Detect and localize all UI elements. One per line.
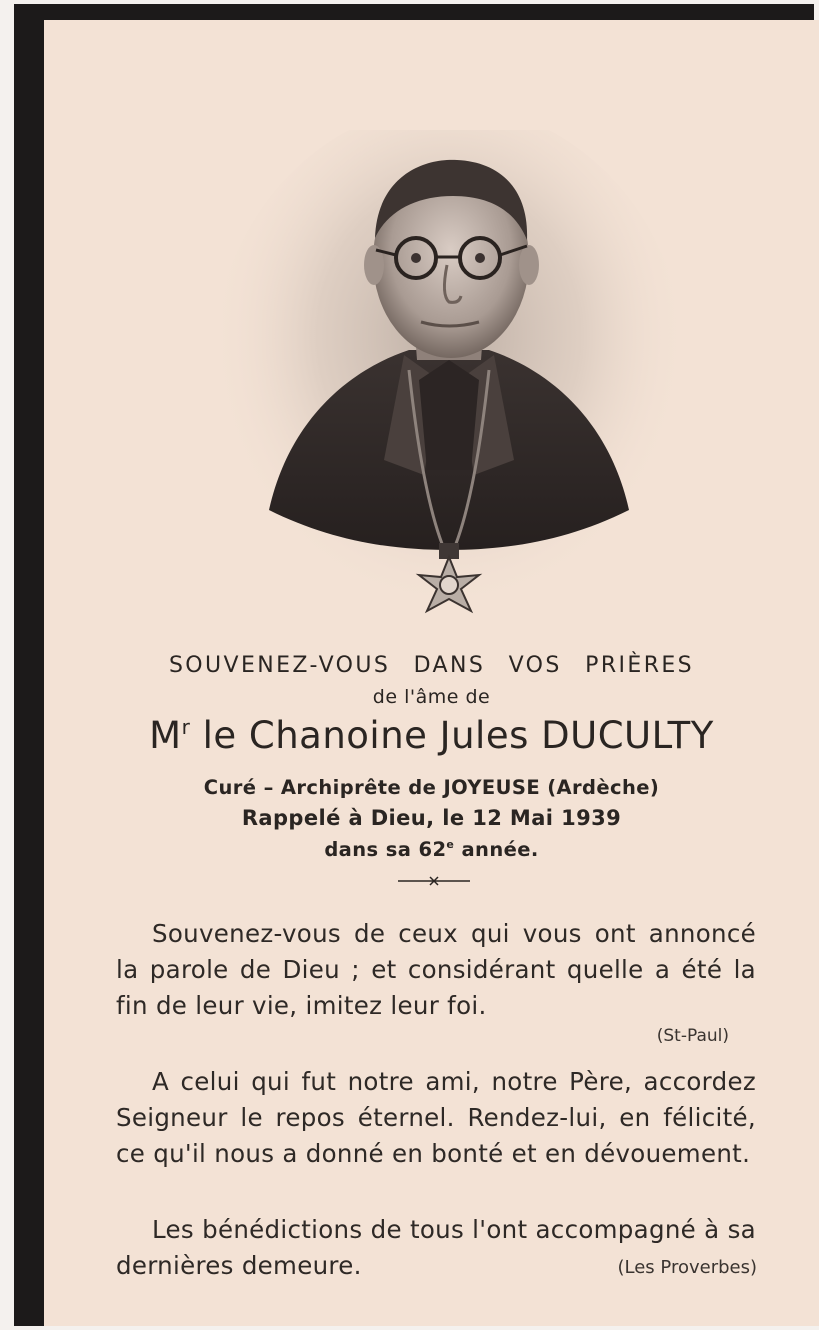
card-paper: [44, 20, 819, 1326]
death-date-line: Rappelé à Dieu, le 12 Mai 1939: [241, 806, 622, 830]
verse-attribution-1: (St-Paul): [656, 1026, 729, 1046]
soul-line: de l'âme de: [372, 686, 491, 708]
verse-paragraph-1: Souvenez-vous de ceux qui vous ont annoncé la parole de Dieu ; et considérant quelle a été la fin de leur vie, imitez leur foi.: [116, 919, 756, 1020]
memorial-card: [14, 4, 814, 1326]
role-line: Curé – Archiprête de JOYEUSE (Ardèche): [203, 776, 660, 799]
verse-paragraph-2: A celui qui fut notre ami, notre Père, accordez Seigneur le repos éternel. Rendez-lui, en félicité, ce qu'il nous a donné en bonté et en dévouement.: [116, 1067, 756, 1168]
age-prefix: dans sa 62: [324, 838, 447, 861]
age-sup: e: [446, 838, 455, 851]
portrait-photo: [209, 130, 689, 660]
verse-attribution-3: (Les Proverbes): [617, 1257, 757, 1278]
name-prefix-sup: r: [181, 715, 191, 739]
prayer-heading: SOUVENEZ-VOUS DANS VOS PRIÈRES: [168, 653, 695, 678]
ornament-divider-icon: [396, 872, 472, 884]
verse-paragraph-3: Les bénédictions de tous l'ont accompagné à sa dernières demeure.: [116, 1215, 756, 1280]
deceased-name: [44, 714, 819, 757]
age-line: [44, 838, 819, 861]
name-prefix: M: [149, 714, 182, 757]
age-suffix: année.: [454, 838, 539, 861]
name-rest: le Chanoine Jules DUCULTY: [190, 714, 714, 757]
